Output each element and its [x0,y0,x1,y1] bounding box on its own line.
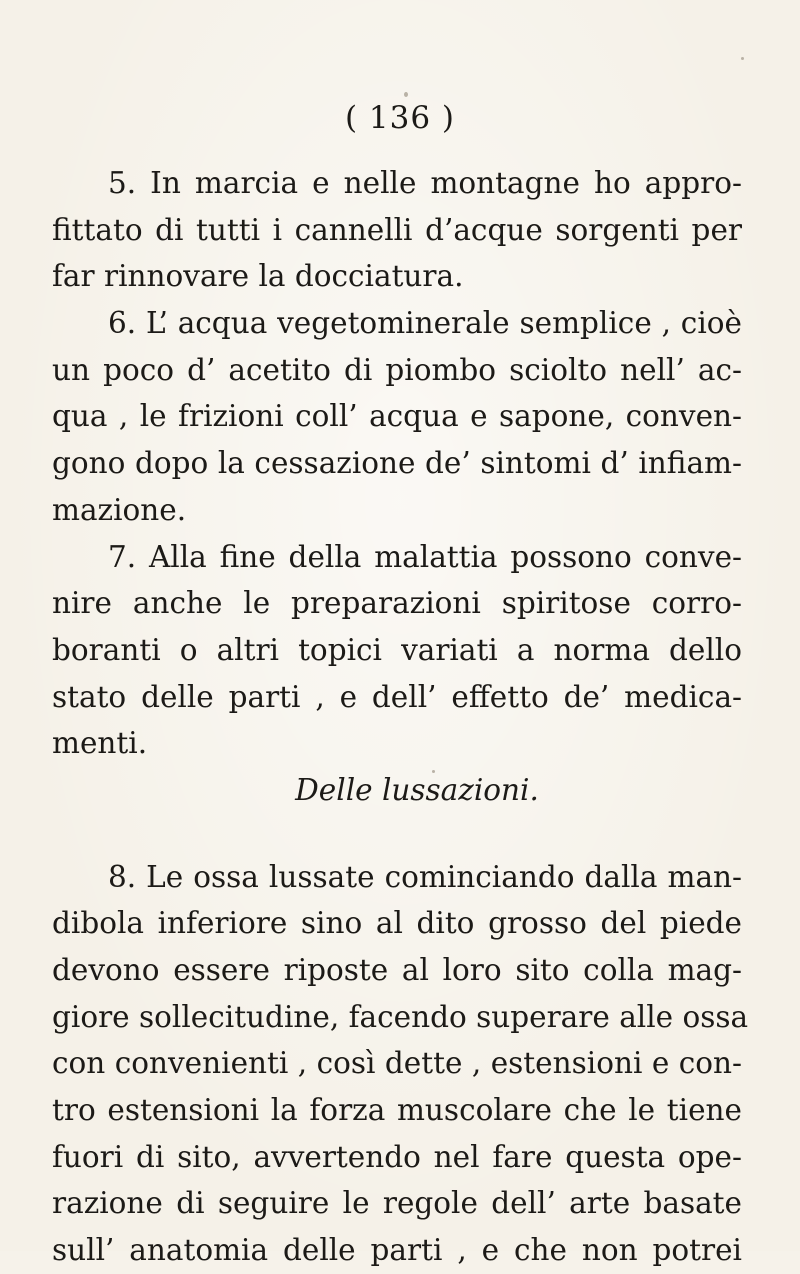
page-number: ( 136 ) [344,100,456,136]
text-line: dibola inferiore sino al dito grosso del piede [52,906,742,941]
text-line: gono dopo la cessazione de’ sintomi d’ infiam- [52,446,742,481]
text-line: stato delle parti , e dell’ effetto de’ medica- [52,679,742,714]
text-line: tro estensioni la forza muscolare che le tiene [52,1093,742,1128]
text-line: mazione. [52,492,187,527]
section-heading: Delle lussazioni. [295,772,539,807]
paragraph-8 [52,854,749,1274]
text-line: qua , le frizioni coll’ acqua e sapone, conven- [52,399,742,434]
text-line: 7. Alla fine della malattia possono conve- [108,539,742,574]
heading-spacer [52,814,742,854]
text-line: far rinnovare la docciatura. [52,259,464,294]
paragraph-6 [52,300,742,533]
text-line: boranti o altri topici variati a norma dello [52,632,742,667]
text-line: 6. L’ acqua vegetominerale semplice , cioè [108,306,742,341]
text-line: razione di seguire le regole dell’ arte basate [52,1186,742,1221]
text-line: un poco d’ acetito di piombo sciolto nell’ ac- [52,352,742,387]
text-line: giore sollecitudine, facendo superare alle ossa [52,999,749,1034]
text-line: nire anche le preparazioni spiritose corro- [52,586,742,621]
page-body [52,160,749,1274]
paragraph-7 [52,534,742,767]
text-line: fittato di tutti i cannelli d’acque sorgenti per [52,212,742,247]
text-line: 5. In marcia e nelle montagne ho appro- [108,166,742,200]
text-line: sull’ anatomia delle parti , e che non potrei [52,1233,742,1268]
paragraph-5 [52,160,742,300]
paper-speck [741,57,744,60]
text-line: 8. Le ossa lussate cominciando dalla man- [108,859,742,894]
paper-speck [404,92,408,97]
text-line: con convenienti , così dette , estensioni e con- [52,1046,742,1081]
text-line: devono essere riposte al loro sito colla mag- [52,953,742,987]
text-line: fuori di sito, avvertendo nel fare questa ope- [52,1139,742,1174]
text-line: menti. [52,726,148,761]
